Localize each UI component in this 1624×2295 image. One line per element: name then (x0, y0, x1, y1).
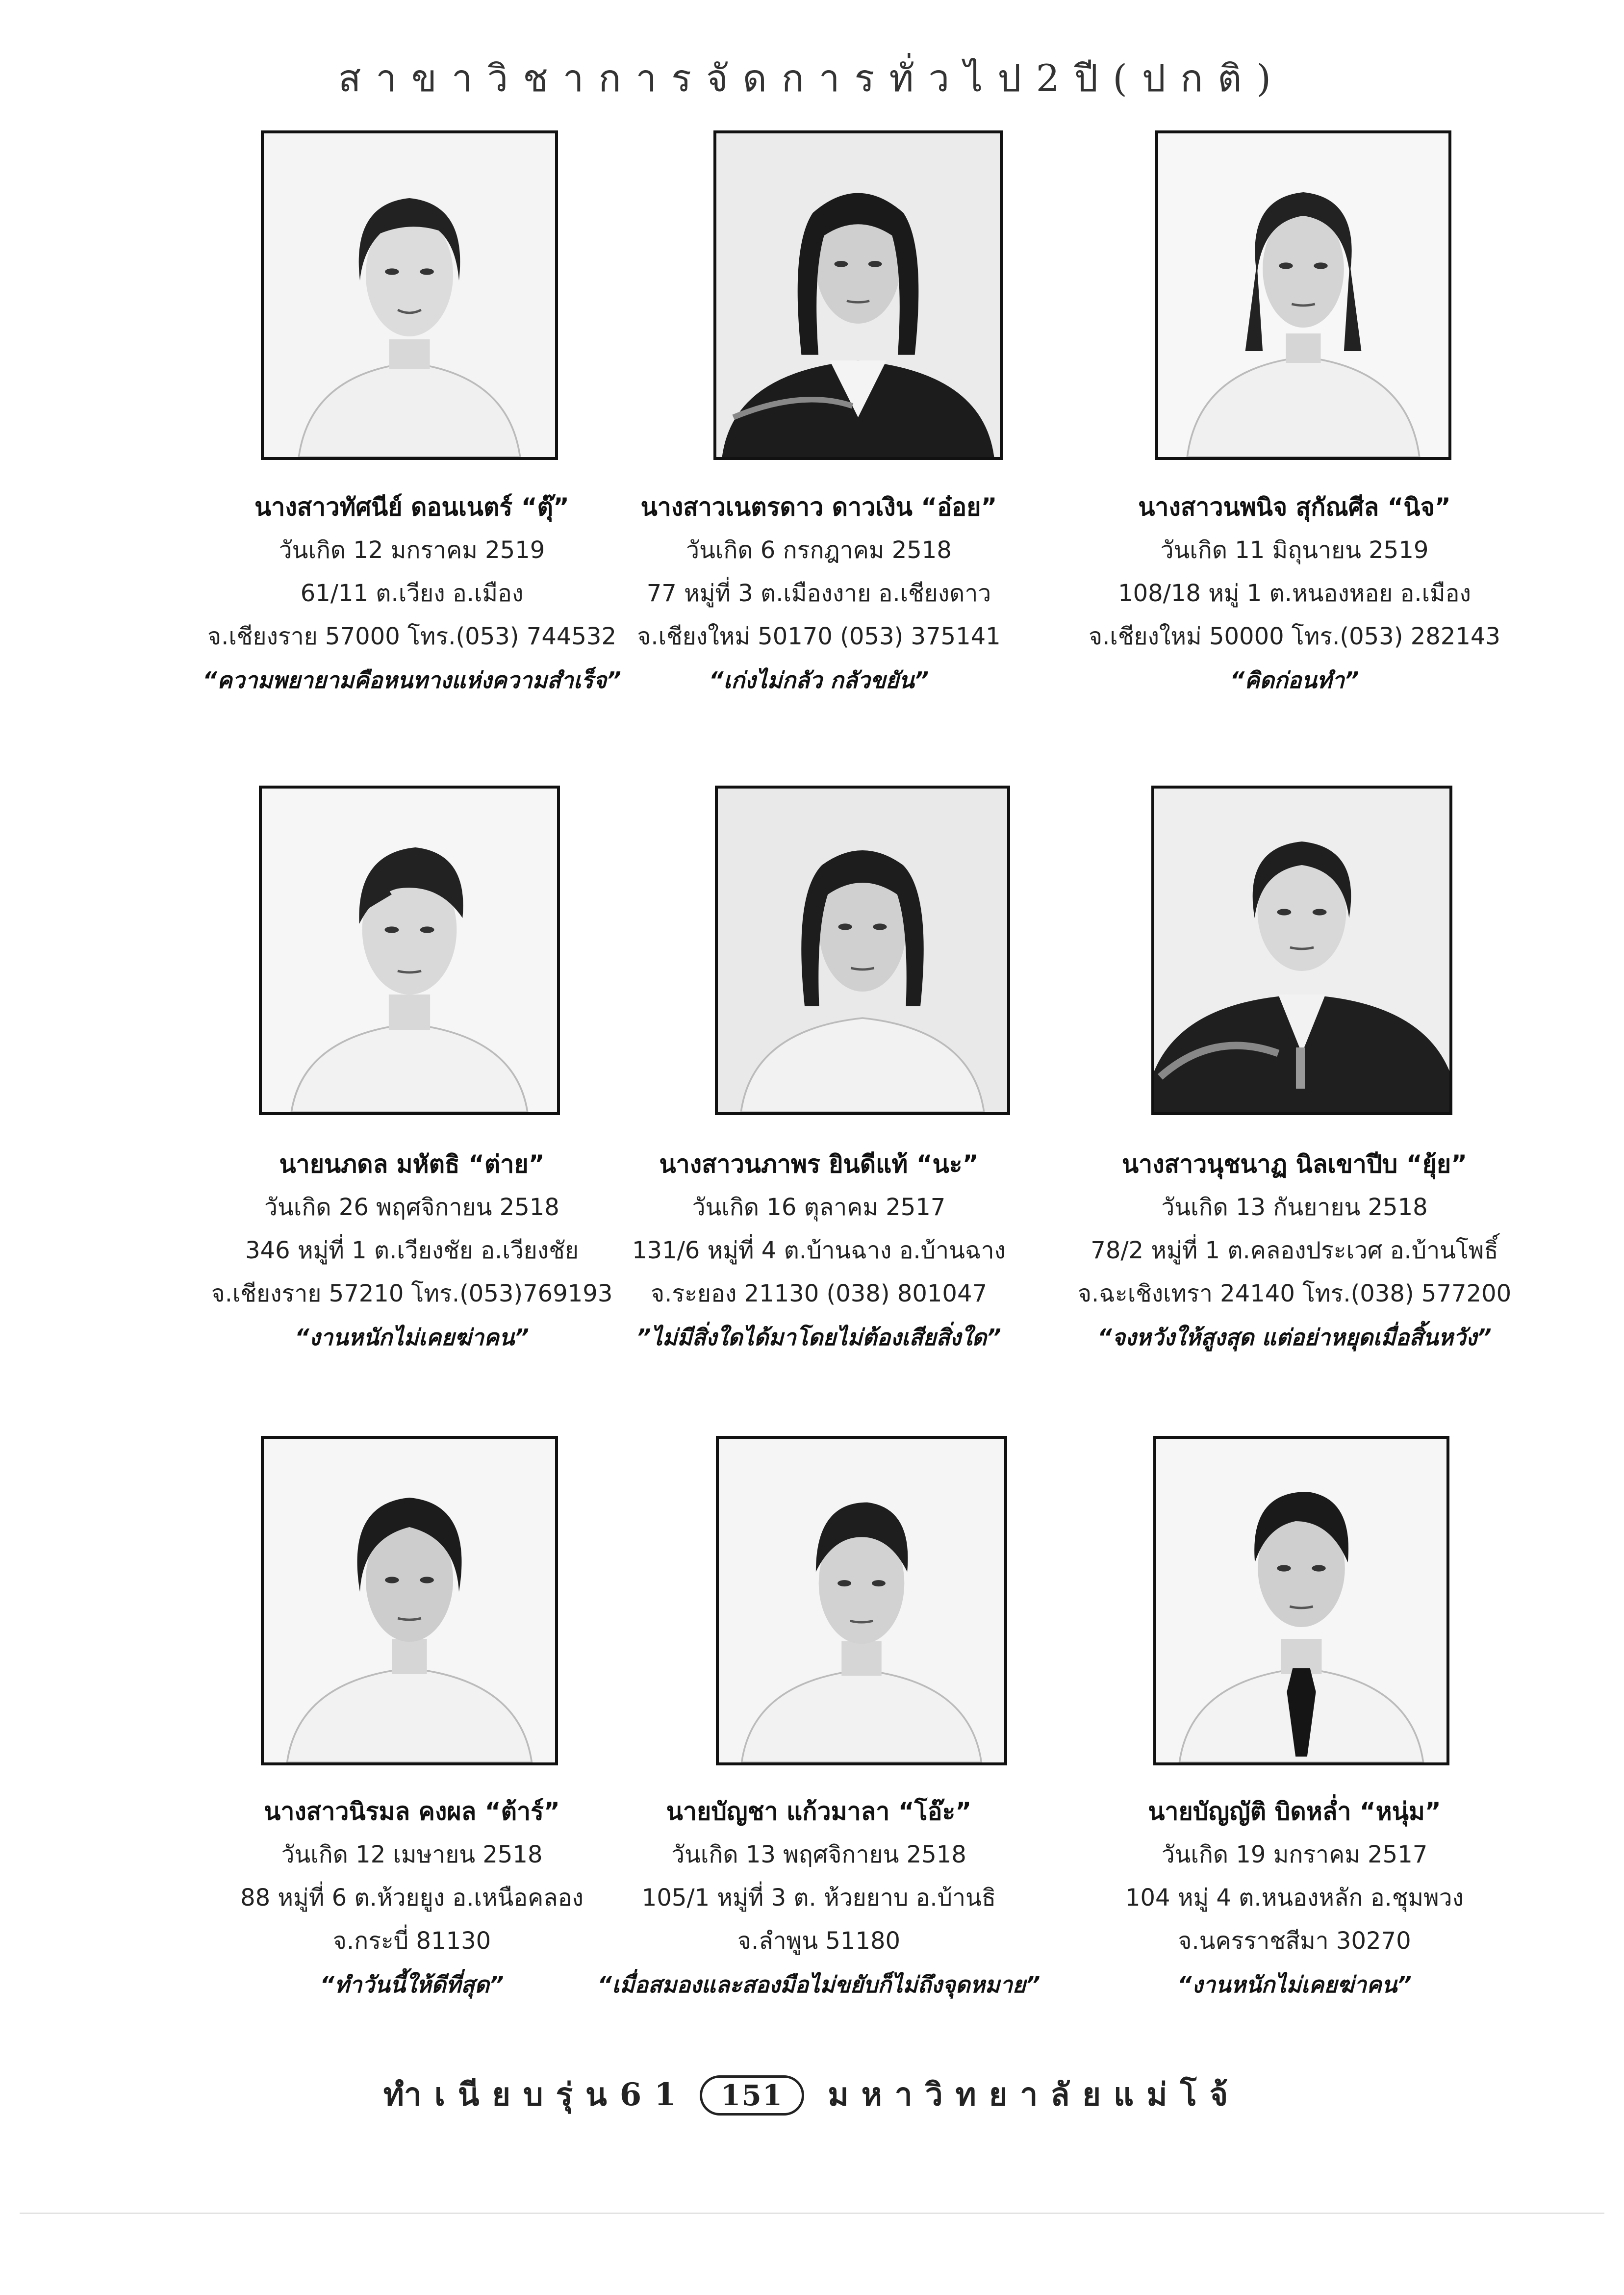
student-motto: “งานหนักไม่เคยฆ่าคน” (295, 1324, 529, 1351)
student-name: นางสาวนภาพร ยินดีแท้ “นะ” (659, 1150, 979, 1178)
portrait-image (716, 133, 1000, 457)
student-birthdate: วันเกิด 13 พฤศจิกายน 2518 (671, 1841, 966, 1868)
portrait-image (718, 789, 1007, 1112)
student-motto: ”ไม่มีสิ่งใดได้มาโดยไม่ต้องเสียสิ่งใด” (636, 1324, 1001, 1351)
student-motto: “คิดก่อนทำ” (1230, 667, 1359, 693)
portrait-image (264, 133, 555, 457)
student-address-contact: จ.ฉะเชิงเทรา 24140 โทร.(038) 577200 (1077, 1280, 1512, 1307)
student-address-contact: จ.ระยอง 21130 (038) 801047 (650, 1280, 988, 1307)
student-name: นางสาวทัศนีย์ ดอนเนตร์ “ตุ๊” (254, 493, 569, 521)
student-address-contact: จ.นครราชสีมา 30270 (1178, 1927, 1411, 1955)
portrait-image (262, 789, 557, 1112)
student-address: 104 หมู่ 4 ต.หนองหลัก อ.ชุมพวง (1125, 1884, 1464, 1912)
page-number: 151 (700, 2075, 804, 2116)
student-address: 346 หมู่ที่ 1 ต.เวียงชัย อ.เวียงชัย (245, 1237, 579, 1264)
student-motto: “งานหนักไม่เคยฆ่าคน” (1177, 1971, 1412, 1998)
student-name: นายนภดล มหัตธิ “ต่าย” (279, 1150, 545, 1178)
portrait-image (719, 1439, 1004, 1762)
bottom-divider (20, 2213, 1604, 2214)
student-photo (259, 786, 560, 1115)
student-birthdate: วันเกิด 19 มกราคม 2517 (1161, 1841, 1428, 1868)
student-birthdate: วันเกิด 6 กรกฎาคม 2518 (686, 536, 952, 564)
student-birthdate: วันเกิด 12 เมษายน 2518 (281, 1841, 543, 1868)
portrait-image (1154, 789, 1449, 1112)
student-birthdate: วันเกิด 13 กันยายน 2518 (1161, 1194, 1428, 1221)
student-name: นางสาวเนตรดาว ดาวเงิน “อ๋อย” (640, 493, 997, 521)
student-motto: “ทำวันนี้ให้ดีที่สุด” (320, 1971, 504, 1998)
student-address: 78/2 หมู่ที่ 1 ต.คลองประเวศ อ.บ้านโพธิ์ (1091, 1237, 1498, 1264)
student-address: 108/18 หมู่ 1 ต.หนองหอย อ.เมือง (1118, 580, 1471, 607)
student-address: 77 หมู่ที่ 3 ต.เมืองงาย อ.เชียงดาว (646, 580, 991, 607)
student-photo (716, 1436, 1007, 1765)
student-name: นางสาวนุชนาฏ นิลเขาปีบ “ยุ้ย” (1121, 1150, 1468, 1178)
student-address: 105/1 หมู่ที่ 3 ต. ห้วยยาบ อ.บ้านธิ (641, 1884, 996, 1912)
student-photo (1153, 1436, 1449, 1765)
student-address-contact: จ.เชียงราย 57000 โทร.(053) 744532 (207, 623, 617, 650)
student-birthdate: วันเกิด 16 ตุลาคม 2517 (692, 1194, 946, 1221)
student-address: 88 หมู่ที่ 6 ต.ห้วยยูง อ.เหนือคลอง (240, 1884, 584, 1912)
student-address-contact: จ.กระบี่ 81130 (332, 1927, 491, 1955)
student-birthdate: วันเกิด 12 มกราคม 2519 (279, 536, 545, 564)
student-name: นายบัญญัติ บิดหล่ำ “หนุ่ม” (1148, 1797, 1441, 1826)
portrait-image (1156, 1439, 1446, 1762)
student-address: 131/6 หมู่ที่ 4 ต.บ้านฉาง อ.บ้านฉาง (632, 1237, 1006, 1264)
student-address-contact: จ.เชียงราย 57210 โทร.(053)769193 (211, 1280, 613, 1307)
student-photo (1151, 786, 1452, 1115)
student-photo (715, 786, 1010, 1115)
student-photo (713, 130, 1003, 460)
student-name: นางสาวนิรมล คงผล “ต้าร์” (264, 1797, 560, 1826)
student-photo (1155, 130, 1451, 460)
portrait-image (264, 1439, 555, 1762)
student-motto: “ความพยายามคือหนทางแห่งความสำเร็จ” (203, 667, 621, 693)
student-birthdate: วันเกิด 11 มิถุนายน 2519 (1160, 536, 1429, 564)
portrait-image (1158, 133, 1448, 457)
page-title: สาขาวิชาการจัดการทั่วไป2ปี(ปกติ) (338, 56, 1286, 100)
page-footer (0, 2069, 1624, 2119)
student-address-contact: จ.เชียงใหม่ 50000 โทร.(053) 282143 (1089, 623, 1500, 650)
student-name: นายบัญชา แก้วมาลา “โอ๊ะ” (666, 1797, 972, 1826)
student-motto: “เมื่อสมองและสองมือไม่ขยับก็ไม่ถึงจุดหมาย” (597, 1971, 1040, 1998)
student-address-contact: จ.เชียงใหม่ 50170 (053) 375141 (637, 623, 1001, 650)
student-address-contact: จ.ลำพูน 51180 (737, 1927, 901, 1955)
student-photo (261, 1436, 558, 1765)
student-motto: “เก่งไม่กลัว กลัวขยัน” (709, 667, 929, 693)
student-motto: “จงหวังให้สูงสุด แต่อย่าหยุดเมื่อสิ้นหวัง” (1097, 1324, 1492, 1351)
footer-yearbook-title: ทำเนียบรุ่น61 (383, 2076, 689, 2113)
student-birthdate: วันเกิด 26 พฤศจิกายน 2518 (264, 1194, 559, 1221)
student-address: 61/11 ต.เวียง อ.เมือง (300, 580, 524, 607)
student-photo (261, 130, 558, 460)
student-name: นางสาวนพนิจ สุกัณศีล “นิจ” (1138, 493, 1451, 521)
footer-university-name: มหาวิทยาลัยแม่โจ้ (828, 2076, 1241, 2113)
